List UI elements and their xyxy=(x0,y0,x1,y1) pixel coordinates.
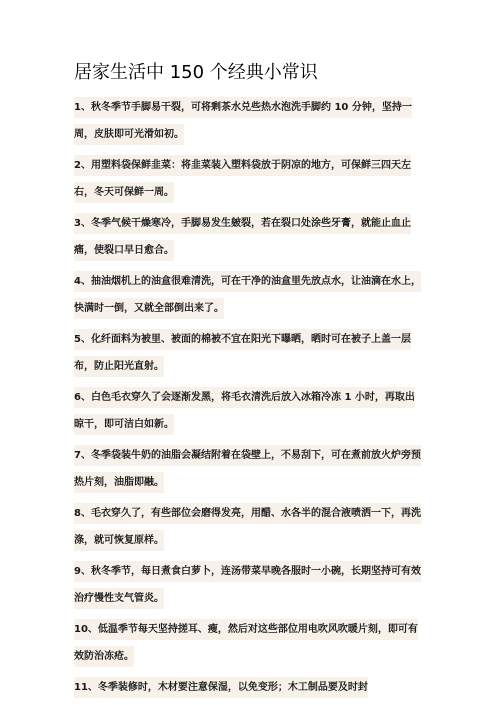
list-item-text: 3、冬季气候干燥寒冷，手脚易发生皴裂，若在裂口处涂些牙膏，就能止血止痛，使裂口早日愈合。 xyxy=(74,213,411,261)
list-item-text: 9、秋冬季节，每日煮食白萝卜，连汤带菜早晚各服时一小碗，长期坚持可有效治疗慢性支气管炎。 xyxy=(74,561,421,609)
list-item-text: 7、冬季袋装牛奶的油脂会凝结附着在袋壁上，不易刮下，可在煮前放火炉旁预热片刻，油脂即融。 xyxy=(74,445,421,493)
list-item xyxy=(74,384,422,438)
list-item-text: 5、化纤面料为被里、被面的棉被不宜在阳光下曝晒，晒时可在被子上盖一层布，防止阳光直射。 xyxy=(74,329,411,377)
list-item-text: 6、白色毛衣穿久了会逐渐发黑，将毛衣清洗后放入冰箱冷冻 1 小时，再取出晾干，即可洁白如新。 xyxy=(74,387,415,435)
list-item xyxy=(74,210,422,264)
list-item xyxy=(74,152,422,206)
list-item xyxy=(74,326,422,380)
list-item xyxy=(74,500,422,554)
list-item xyxy=(74,558,422,612)
list-item-text: 4、抽油烟机上的油盒很难清洗，可在干净的油盒里先放点水，让油滴在水上，快满时一倒，又就全部倒出来了。 xyxy=(74,271,421,319)
list-item xyxy=(74,442,422,496)
list-item-text: 11、冬季装修时，木材要注意保湿，以免变形；木工制品要及时封 xyxy=(74,677,368,698)
list-item-text: 2、用塑料袋保鲜韭菜：将韭菜装入塑料袋放于阴凉的地方，可保鲜三四天左右，冬天可保鲜一周。 xyxy=(74,155,411,203)
tips-list xyxy=(74,94,422,705)
document-title: 居家生活中 150 个经典小常识 xyxy=(74,62,318,83)
list-item-text: 8、毛衣穿久了，有些部位会磨得发亮，用醋、水各半的混合液喷洒一下，再洗涤，就可恢复原样。 xyxy=(74,503,421,551)
list-item-text: 10、低温季节每天坚持搓耳、瘦，然后对这些部位用电吹风吹暖片刻，即可有效防治冻疮。 xyxy=(74,619,418,667)
list-item xyxy=(74,674,422,701)
list-item xyxy=(74,94,422,148)
list-item xyxy=(74,268,422,322)
list-item-text: 1、秋冬季节手脚易干裂，可将剩茶水兑些热水泡洗手脚约 10 分钟，坚持一周，皮肤即可光滑如初。 xyxy=(74,97,412,145)
list-item xyxy=(74,616,422,670)
